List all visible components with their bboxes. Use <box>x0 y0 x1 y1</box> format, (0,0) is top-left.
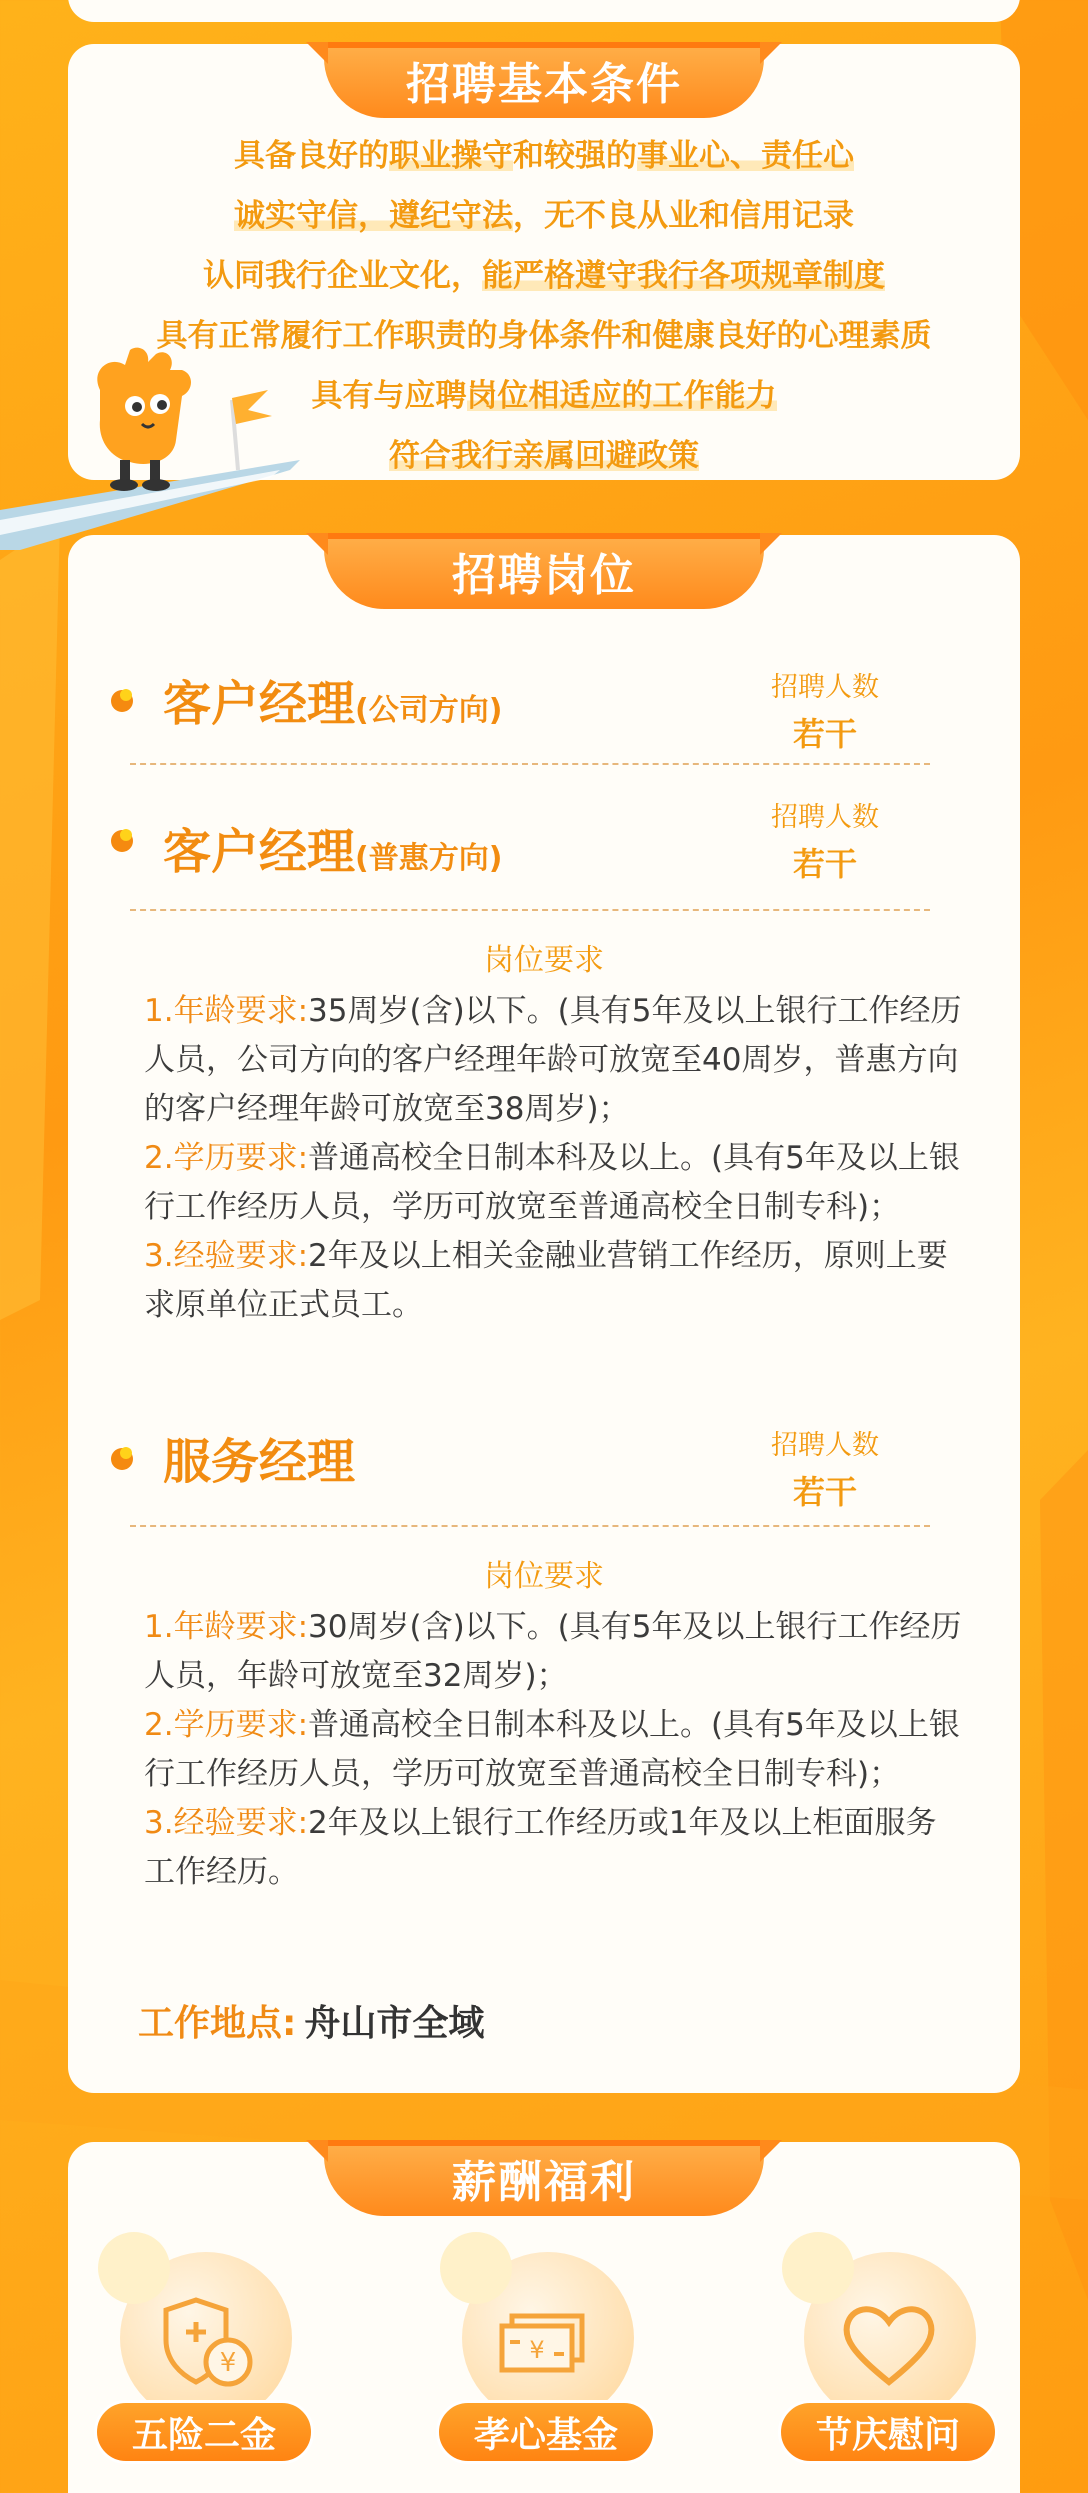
divider <box>130 763 930 765</box>
benefit-label: 孝心基金 <box>436 2400 656 2464</box>
condition-line: 具有正常履行工作职责的身体条件和健康良好的心理素质 <box>156 318 932 354</box>
position-name: 客户经理 <box>163 676 356 732</box>
svg-text:¥: ¥ <box>529 2336 545 2364</box>
divider <box>130 909 930 911</box>
banknote-icon <box>490 2292 600 2402</box>
recruit-count-label: 招聘人数 <box>771 672 879 703</box>
condition-line: 具有与应聘岗位相适应的工作能力 <box>311 378 777 414</box>
requirements-title: 岗位要求 <box>484 1559 604 1594</box>
positions-card <box>68 535 1020 2093</box>
condition-line: 认同我行企业文化，能严格遵守我行各项规章制度 <box>203 258 885 294</box>
bullet-dot-icon <box>108 1443 136 1471</box>
recruit-count-value: 若干 <box>792 845 857 883</box>
svg-text:¥: ¥ <box>219 2348 237 2378</box>
requirements-block-client: 1.年龄要求:35周岁(含)以下。(具有5年及以上银行工作经历人员，公司方向的客户经理年龄可放宽至40周岁，普惠方向的客户经理年龄可放宽至38周岁)； 2.学历要求:普通高校全日制本科及以上。(具有5年及以上银行工作经历人员，学历可放宽至普通高校全日制专科)； 3.经验要求:2年及以上相关金融业营销工作经历，原则上要求原单位正式员工。 <box>144 993 962 1323</box>
divider <box>130 1525 930 1527</box>
requirements-block-service: 1.年龄要求:30周岁(含)以下。(具有5年及以上银行工作经历人员，年龄可放宽至32周岁)； 2.学历要求:普通高校全日制本科及以上。(具有5年及以上银行工作经历人员，学历可放宽至普通高校全日制专科)； 3.经验要求:2年及以上银行工作经历或1年及以上柜面服务工作经历。 <box>144 1609 962 1890</box>
benefit-label: 五险二金 <box>94 2400 314 2464</box>
workplace <box>138 1995 484 2046</box>
conditions-banner: 招聘基本条件 <box>324 42 764 118</box>
benefit-item <box>440 2232 680 2493</box>
position-direction: (公司方向) <box>355 693 503 728</box>
shield-yen-icon <box>156 2292 266 2402</box>
benefits-banner: 薪酬福利 <box>324 2140 764 2216</box>
benefit-item <box>98 2232 338 2493</box>
workplace-label: 工作地点: <box>138 2003 297 2044</box>
position-name: 客户经理 <box>163 824 356 880</box>
condition-line: 诚实守信，遵纪守法，无不良从业和信用记录 <box>234 198 854 234</box>
heart-icon <box>834 2292 944 2402</box>
recruit-count-label: 招聘人数 <box>771 802 879 833</box>
requirements-title: 岗位要求 <box>484 943 604 978</box>
positions-banner: 招聘岗位 <box>324 533 764 609</box>
workplace-value: 舟山市全域 <box>304 2003 485 2044</box>
bullet-dot-icon <box>108 685 136 713</box>
condition-line: 符合我行亲属回避政策 <box>389 438 699 474</box>
benefit-item <box>782 2232 1022 2493</box>
benefits-card <box>68 2142 1020 2493</box>
position-name: 服务经理 <box>163 1434 356 1490</box>
position-direction: (普惠方向) <box>355 841 503 876</box>
benefit-label: 节庆慰问 <box>778 2400 998 2464</box>
recruit-count-label: 招聘人数 <box>771 1430 879 1461</box>
condition-line: 具备良好的职业操守和较强的事业心、责任心 <box>234 138 854 174</box>
bullet-dot-icon <box>108 825 136 853</box>
recruit-count-value: 若干 <box>792 1473 857 1511</box>
top-card-fragment <box>68 0 1020 22</box>
recruit-count-value: 若干 <box>792 715 857 753</box>
mascot-icon <box>0 320 300 570</box>
